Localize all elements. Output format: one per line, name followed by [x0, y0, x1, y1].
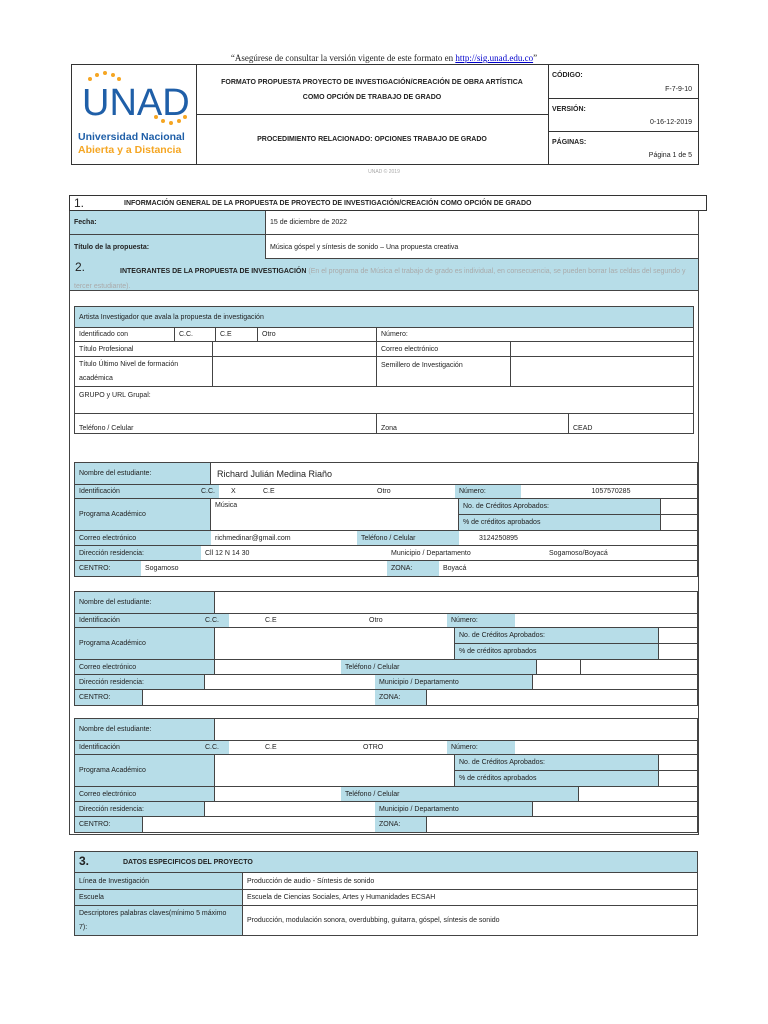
codigo-cell — [548, 65, 698, 98]
numero-label-cell: Número: — [447, 614, 515, 628]
linea-value[interactable]: Producción de audio - Síntesis de sonido — [243, 873, 697, 890]
escuela-value[interactable]: Escuela de Ciencias Sociales, Artes y Humanidades ECSAH — [243, 890, 697, 906]
programa-label-cell: Programa Académico — [75, 499, 211, 531]
x-cell: X — [219, 485, 259, 499]
estudiante2-correo[interactable] — [215, 660, 341, 675]
porcentaje-cell: % de créditos aprobados — [455, 644, 659, 660]
version-notice — [0, 53, 768, 63]
section1-header — [69, 195, 707, 211]
zona-label-cell: ZONA: — [387, 561, 439, 576]
telefono-cell: Teléfono / Celular — [75, 414, 377, 433]
estudiante1-creditos[interactable] — [661, 499, 697, 515]
section2-header — [69, 259, 699, 291]
identificacion-cell: Identificación — [75, 741, 201, 755]
estudiante3-programa[interactable] — [215, 755, 455, 787]
centro-label-cell: CENTRO: — [75, 690, 143, 705]
estudiante3-table — [74, 718, 698, 833]
direccion-label-cell: Dirección residencia: — [75, 802, 205, 817]
estudiante3-porcentaje[interactable] — [659, 771, 697, 787]
estudiante2-programa[interactable] — [215, 628, 455, 660]
form-title — [196, 65, 548, 115]
identificacion-cell: Identificación — [75, 614, 201, 628]
artista-table — [74, 306, 694, 434]
estudiante3-direccion[interactable] — [205, 802, 375, 817]
numero-cell: Número: — [377, 328, 693, 342]
logo-line1: Universidad Nacional — [78, 131, 185, 143]
paginas-value: Página 1 de 5 — [648, 152, 692, 159]
number: 1. — [74, 196, 85, 210]
logo-text: UNAD — [82, 82, 190, 124]
descriptores-label-2: 7): — [79, 923, 88, 931]
porcentaje-cell: % de créditos aprobados — [459, 515, 661, 531]
cead-cell: CEAD — [573, 425, 593, 432]
estudiante1-programa[interactable]: Música — [211, 499, 459, 531]
estudiante2-creditos[interactable] — [659, 628, 697, 644]
estudiante1-correo[interactable]: richmedinar@gmail.com — [211, 531, 357, 546]
estudiante2-centro[interactable] — [143, 690, 375, 705]
estudiante3-municipio[interactable] — [533, 802, 697, 817]
suffix: ” — [533, 53, 538, 63]
estudiante3-zona[interactable] — [427, 817, 697, 832]
title-line2: COMO OPCIÓN DE TRABAJO DE GRADO — [302, 93, 442, 101]
direccion-label-cell: Dirección residencia: — [75, 546, 201, 561]
section3-table — [74, 873, 698, 936]
fecha-value[interactable]: 15 de diciembre de 2022 — [266, 211, 698, 235]
titulo-value[interactable]: Música góspel y síntesis de sonido – Una propuesta creativa — [270, 243, 459, 251]
number: 2. — [75, 260, 86, 274]
ce-cell: C.E — [261, 614, 365, 628]
estudiante1-centro[interactable]: Sogamoso — [145, 565, 179, 572]
estudiante1-direccion[interactable]: Cll 12 N 14 30 — [201, 546, 387, 561]
title-cell: Artista Investigador que avala la propuesta de investigación — [75, 307, 693, 328]
unad-logo — [72, 65, 197, 164]
titulo-prof-cell: Título Profesional — [75, 342, 213, 357]
cc-cell: C.C. — [175, 328, 216, 342]
creditos-cell: No. de Créditos Aprobados: — [455, 628, 659, 644]
correo-label-cell: Correo electrónico — [75, 660, 215, 675]
version-label: VERSIÓN: — [552, 106, 586, 113]
telefono-label-cell: Teléfono / Celular — [341, 660, 537, 675]
document-header — [71, 64, 699, 165]
estudiante1-table — [74, 462, 698, 577]
programa-label-cell: Programa Académico — [75, 628, 215, 660]
estudiante2-direccion[interactable] — [205, 675, 375, 690]
semillero-field[interactable] — [511, 357, 693, 387]
titulo-ultimo-2: académica — [79, 374, 113, 382]
number: 3. — [79, 854, 90, 868]
version-value: 0-16-12-2019 — [649, 119, 692, 126]
blank-cell — [229, 741, 261, 755]
copyright: UNAD © 2019 — [368, 169, 400, 175]
titulo-label-cell: Título de la propuesta: — [70, 235, 266, 259]
nombre-label-cell: Nombre del estudiante: — [75, 592, 215, 614]
paginas-label: PÁGINAS: — [552, 139, 587, 146]
estudiante2-municipio[interactable] — [533, 675, 697, 690]
otro-cell: OTRO — [359, 741, 447, 755]
blank-cell — [75, 906, 243, 935]
title: DATOS ESPECIFICOS DEL PROYECTO — [123, 859, 253, 866]
titulo-prof-field[interactable] — [213, 342, 377, 357]
centro-label-cell: CENTRO: — [75, 817, 143, 832]
estudiante3-numero[interactable] — [515, 741, 697, 755]
cc-cell: C.C. — [201, 741, 229, 755]
blank-cell — [75, 357, 213, 387]
titulo-ultimo-1: Título Último Nivel de formación — [79, 360, 179, 368]
estudiante3-telefono[interactable] — [579, 787, 697, 802]
estudiante2-porcentaje[interactable] — [659, 644, 697, 660]
descriptores-value[interactable]: Producción, modulación sonora, overdubbing, guitarra, góspel, síntesis de sonido — [247, 917, 500, 924]
estudiante1-porcentaje[interactable] — [661, 515, 697, 531]
paginas-cell — [548, 131, 698, 164]
grupo-cell: GRUPO y URL Grupal: — [75, 387, 693, 414]
estudiante2-table — [74, 591, 698, 706]
estudiante1-telefono[interactable]: 3124250895 — [459, 531, 697, 546]
porcentaje-cell: % de créditos aprobados — [455, 771, 659, 787]
title: INTEGRANTES DE LA PROPUESTA DE INVESTIGACIÓN — [120, 268, 307, 275]
estudiante3-nombre[interactable] — [215, 719, 697, 741]
estudiante2-zona[interactable] — [427, 690, 697, 705]
nombre-label-cell: Nombre del estudiante: — [75, 463, 211, 485]
fecha-label-cell: Fecha: — [70, 211, 266, 235]
identificado-cell: Identificado con — [75, 328, 175, 342]
creditos-cell: No. de Créditos Aprobados: — [459, 499, 661, 515]
zona-cell: Zona — [377, 414, 569, 433]
title-line1: FORMATO PROPUESTA PROYECTO DE INVESTIGACIÓN/CREACIÓN DE OBRA ARTÍSTICA — [221, 78, 523, 86]
ce-cell: C.E — [259, 485, 373, 499]
artista-correo-field[interactable] — [511, 342, 693, 357]
estudiante3-correo[interactable] — [215, 787, 341, 802]
sig-link[interactable]: http://sig.unad.edu.co — [455, 53, 534, 63]
blank-cell — [229, 614, 261, 628]
codigo-value: F-7-9-10 — [665, 86, 692, 93]
numero-label-cell: Número: — [447, 741, 515, 755]
procedure-title: PROCEDIMIENTO RELACIONADO: OPCIONES TRABAJO DE GRADO — [257, 135, 487, 143]
municipio-label-cell: Municipio / Departamento — [375, 802, 533, 817]
section1-table — [69, 211, 699, 259]
municipio-label-cell: Municipio / Departamento — [387, 546, 545, 561]
escuela-label-cell: Escuela — [75, 890, 243, 906]
note: (En el programa de Música el trabajo de grado es individual, en consecuencia, se pueden borrar las celdas del segundo y tercer estudiante). — [74, 268, 686, 290]
linea-label-cell: Línea de Investigación — [75, 873, 243, 890]
direccion-label-cell: Dirección residencia: — [75, 675, 205, 690]
zona-label-cell: ZONA: — [375, 817, 427, 832]
otro-cell: Otro — [365, 614, 447, 628]
estudiante2-numero[interactable] — [515, 614, 697, 628]
municipio-label-cell: Municipio / Departamento — [375, 675, 533, 690]
cc-cell: C.C. — [197, 485, 219, 499]
programa-label-cell: Programa Académico — [75, 755, 215, 787]
semillero-cell: Semillero de Investigación — [377, 357, 511, 387]
telefono-label-cell: Teléfono / Celular — [357, 531, 459, 546]
descriptores-label-1: Descriptores palabras claves(mínimo 5 máximo — [79, 909, 227, 917]
logo-line2: Abierta y a Distancia — [78, 144, 182, 156]
estudiante2-telefono[interactable] — [537, 660, 581, 675]
nombre-label-cell: Nombre del estudiante: — [75, 719, 215, 741]
correo-label-cell: Correo electrónico — [75, 787, 215, 802]
ce-cell: C.E — [216, 328, 258, 342]
otro-cell: Otro — [258, 328, 377, 342]
estudiante1-municipio[interactable]: Sogamoso/Boyacá — [545, 546, 697, 561]
estudiante2-nombre[interactable] — [215, 592, 697, 614]
identificacion-cell: Identificación — [75, 485, 197, 499]
creditos-cell: No. de Créditos Aprobados: — [455, 755, 659, 771]
correo-label-cell: Correo electrónico — [75, 531, 211, 546]
estudiante3-centro[interactable] — [143, 817, 375, 832]
estudiante1-numero[interactable]: 1057570285 — [521, 485, 697, 499]
otro-cell: Otro — [373, 485, 455, 499]
numero-label-cell: Número: — [455, 485, 521, 499]
titulo-ultimo-field[interactable] — [213, 357, 377, 387]
telefono-label-cell: Teléfono / Celular — [341, 787, 579, 802]
version-cell — [548, 98, 698, 131]
zona-label-cell: ZONA: — [375, 690, 427, 705]
estudiante1-zona[interactable]: Boyacá — [443, 565, 467, 572]
estudiante3-creditos[interactable] — [659, 755, 697, 771]
blank-cell — [581, 660, 697, 675]
correo-cell: Correo electrónico — [377, 342, 511, 357]
codigo-label: CÓDIGO: — [552, 72, 583, 79]
cc-cell: C.C. — [201, 614, 229, 628]
ce-cell: C.E — [261, 741, 359, 755]
prefix: “Asegúrese de consultar la versión vigente de este formato en — [230, 53, 456, 63]
section3-header — [74, 851, 698, 873]
title: INFORMACIÓN GENERAL DE LA PROPUESTA DE PROYECTO DE INVESTIGACIÓN/CREACIÓN COMO OPCIÓN DE GRADO — [124, 200, 532, 207]
estudiante1-nombre[interactable]: Richard Julián Medina Riaño — [211, 463, 697, 485]
centro-label-cell: CENTRO: — [75, 561, 141, 576]
